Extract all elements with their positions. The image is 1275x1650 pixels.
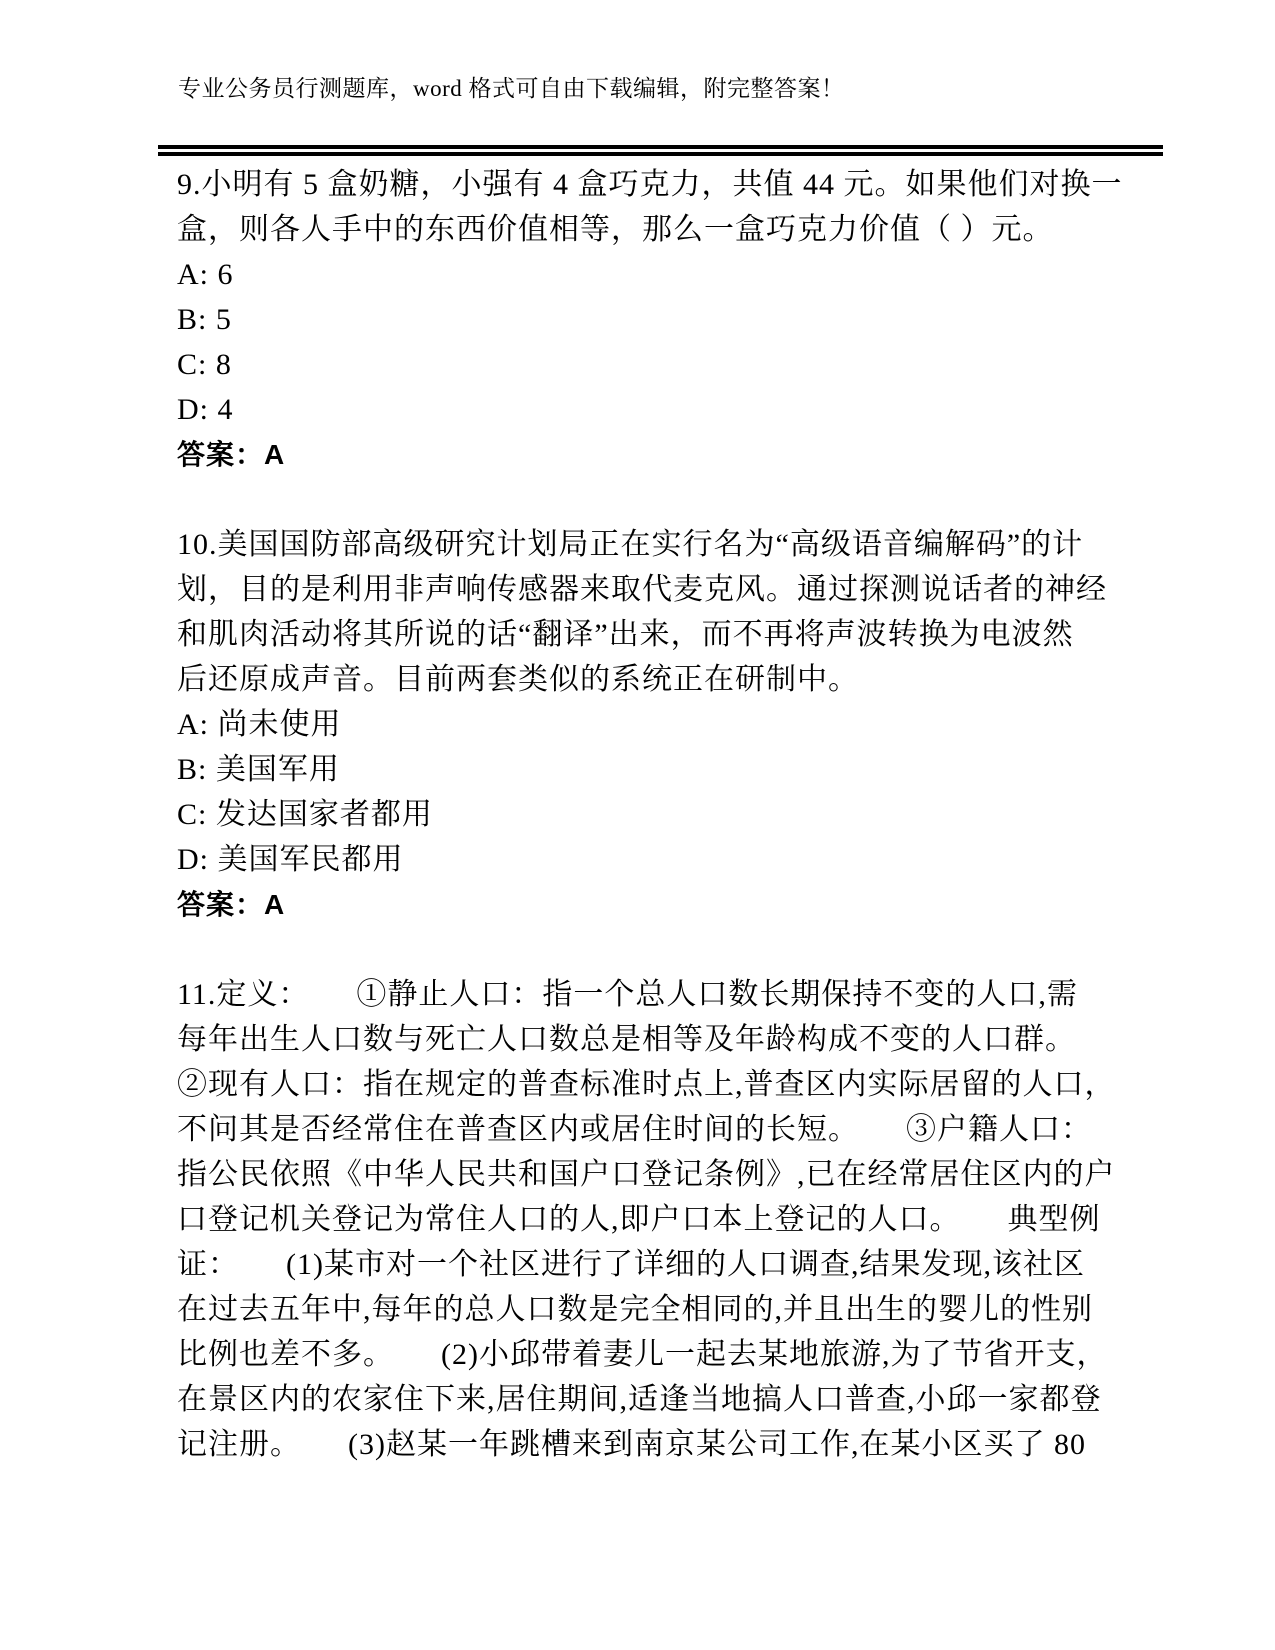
- question-10-text-line: 和肌肉活动将其所说的话“翻译”出来，而不再将声波转换为电波然: [177, 618, 1074, 651]
- question-9-option-d: D: 4: [177, 393, 234, 426]
- question-11-text-line: 每年出生人口数与死亡人口数总是相等及年龄构成不变的人口群。: [177, 1023, 1076, 1056]
- question-10-option-c: C: 发达国家者都用: [177, 798, 433, 831]
- question-10: [177, 522, 1112, 927]
- question-10-answer: 答案：A: [177, 889, 286, 920]
- header-divider-rule: [158, 145, 1163, 156]
- question-11-text-line: 不问其是否经常住在普查区内或居住时间的长短。 ③户籍人口：: [177, 1113, 1092, 1146]
- question-10-option-b: B: 美国军用: [177, 753, 340, 786]
- question-11-text-line: 在过去五年中,每年的总人口数是完全相同的,并且出生的婴儿的性别: [177, 1293, 1093, 1326]
- question-9: [177, 162, 1123, 477]
- question-9-option-c: C: 8: [177, 348, 232, 381]
- question-9-text-line: 9.小明有 5 盒奶糖，小强有 4 盒巧克力，共值 44 元。如果他们对换一: [177, 168, 1123, 201]
- document-body: [177, 162, 1123, 1467]
- page-header-text: 专业公务员行测题库，word 格式可自由下载编辑，附完整答案！: [178, 76, 845, 101]
- question-10-text-line: 划，目的是利用非声响传感器来取代麦克风。通过探测说话者的神经: [177, 573, 1107, 606]
- question-11: [177, 972, 1116, 1467]
- question-9-text-line: 盒，则各人手中的东西价值相等，那么一盒巧克力价值（ ）元。: [177, 213, 1054, 246]
- question-11-text-line: 口登记机关登记为常住人口的人,即户口本上登记的人口。 典型例: [177, 1203, 1101, 1236]
- question-10-option-a: A: 尚未使用: [177, 708, 342, 741]
- question-11-text-line: ②现有人口：指在规定的普查标准时点上,普查区内实际居留的人口，: [177, 1068, 1116, 1101]
- question-9-option-a: A: 6: [177, 258, 234, 291]
- question-9-answer: 答案：A: [177, 439, 286, 470]
- question-11-text-line: 在景区内的农家住下来,居住期间,适逢当地搞人口普查,小邱一家都登: [177, 1383, 1102, 1416]
- question-10-option-d: D: 美国军民都用: [177, 843, 404, 876]
- question-9-option-b: B: 5: [177, 303, 232, 336]
- question-10-text-line: 10.美国国防部高级研究计划局正在实行名为“高级语音编解码”的计: [177, 528, 1084, 561]
- question-11-text-line: 记注册。 (3)赵某一年跳槽来到南京某公司工作,在某小区买了 80: [177, 1428, 1086, 1461]
- question-11-text-line: 指公民依照《中华人民共和国户口登记条例》,已在经常居住区内的户: [177, 1158, 1116, 1191]
- question-11-text-line: 比例也差不多。 (2)小邱带着妻儿一起去某地旅游,为了节省开支，: [177, 1338, 1108, 1371]
- question-10-text-line: 后还原成声音。目前两套类似的系统正在研制中。: [177, 663, 859, 696]
- question-11-text-line: 11.定义： ①静止人口：指一个总人口数长期保持不变的人口,需: [177, 978, 1078, 1011]
- question-11-text-line: 证： (1)某市对一个社区进行了详细的人口调查,结果发现,该社区: [177, 1248, 1085, 1281]
